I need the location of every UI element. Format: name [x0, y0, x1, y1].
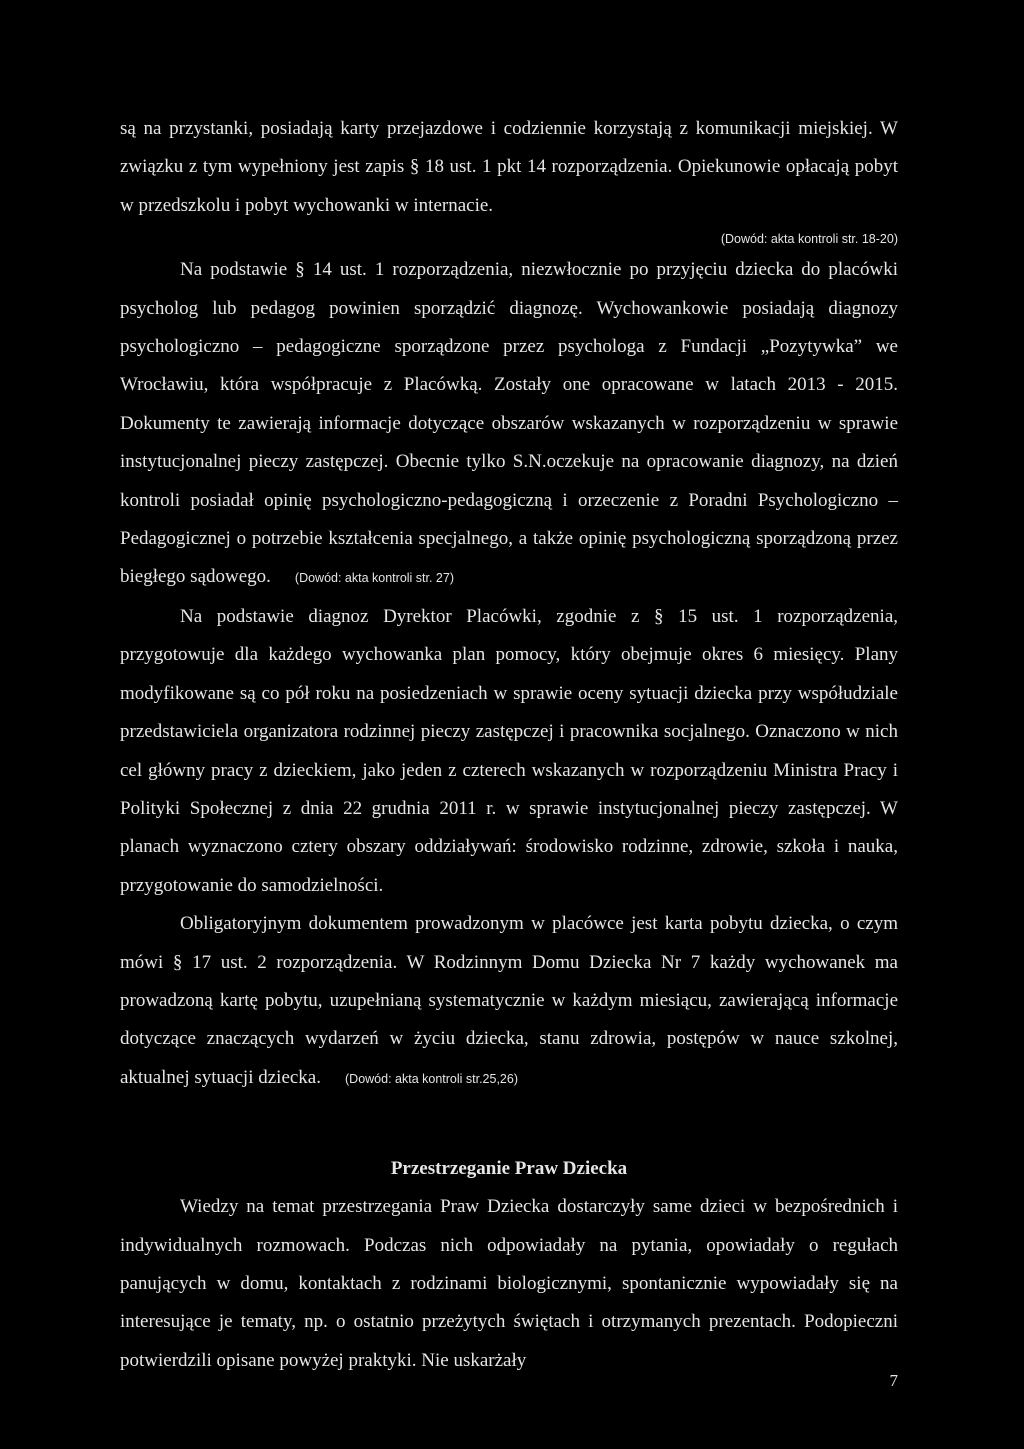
- page-number: 7: [889, 1371, 898, 1390]
- paragraph-diagnosis: [120, 251, 898, 598]
- paragraph-stay-card-text: Obligatoryjnym dokumentem prowadzonym w placówce jest karta pobytu dziecka, o czym mówi § 17 ust. 2 rozporządzenia. W Rodzinnym Domu Dziecka Nr 7 każdy wychowanek ma prowadzoną kartę pobytu, uzupełnianą systematycznie w każdym miesiącu, zawierającą informacje dotyczące znaczących wydarzeń w życiu dziecka, stanu zdrowia, postępów w nauce szkolnej, aktualnej sytuacji dziecka.: [120, 913, 898, 1088]
- evidence-citation: (Dowód: akta kontroli str. 18-20): [720, 232, 898, 247]
- paragraph-children-rights: Wiedzy na temat przestrzegania Praw Dziecka dostarczyły same dzieci w bezpośrednich i indywidualnych rozmowach. Podczas nich odpowiadały na pytania, opowiadały o regułach panujących w domu, kontaktach z rodzinami biologicznymi, spontanicznie wypowiadały się na interesujące je tematy, np. o ostatnio przeżytych świętach i otrzymanych prezentach. Podopieczni potwierdzili opisane powyżej praktyki. Nie uskarżały: [120, 1196, 898, 1371]
- paragraph-stay-card: [120, 905, 898, 1098]
- paragraph-help-plan: Na podstawie diagnoz Dyrektor Placówki, zgodnie z § 15 ust. 1 rozporządzenia, przygotowuje dla każdego wychowanka plan pomocy, który obejmuje okres 6 miesięcy. Plany modyfikowane są co pół roku na posiedzeniach w sprawie oceny sytuacji dziecka przy współudziale przedstawiciela organizatora rodzinnej pieczy zastępczej i pracownika socjalnego. Oznaczono w nich cel główny pracy z dzieckiem, jako jeden z czterech wskazanych w rozporządzeniu Ministra Pracy i Polityki Społecznej z dnia 22 grudnia 2011 r. w sprawie instytucjonalnej pieczy zastępczej. W planach wyznaczono cztery obszary oddziaływań: środowisko rodzinne, zdrowie, szkoła i nauka, przygotowanie do samodzielności.: [120, 605, 898, 896]
- document-page: [120, 110, 898, 1380]
- evidence-citation: (Dowód: akta kontroli str. 27): [294, 571, 455, 586]
- evidence-citation: (Dowód: akta kontroli str.25,26): [345, 1071, 518, 1086]
- paragraph-transport: są na przystanki, posiadają karty przejazdowe i codziennie korzystają z komunikacji miejskiej. W związku z tym wypełniony jest zapis § 18 ust. 1 pkt 14 rozporządzenia. Opiekunowie opłacają pobyt w przedszkolu i pobyt wychowanki w internacie.: [120, 118, 898, 216]
- paragraph-diagnosis-text: Na podstawie § 14 ust. 1 rozporządzenia, niezwłocznie po przyjęciu dziecka do placówki psycholog lub pedagog powinien sporządzić diagnozę. Wychowankowie posiadają diagnozy psychologiczno – pedagogiczne sporządzone przez psychologa z Fundacji „Pozytywka” we Wrocławiu, która współpracuje z Placówką. Zostały one opracowane w latach 2013 - 2015. Dokumenty te zawierają informacje dotyczące obszarów wskazanych w rozporządzeniu w sprawie instytucjonalnej pieczy zastępczej. Obecnie tylko S.N.oczekuje na opracowanie diagnozy, na dzień kontroli posiadał opinię psychologiczno-pedagogiczną i orzeczenie z Poradni Psychologiczno – Pedagogicznej o potrzebie kształcenia specjalnego, a także opinię psychologiczną sporządzoną przez biegłego sądowego.: [120, 259, 898, 588]
- section-heading: Przestrzeganie Praw Dziecka: [390, 1158, 628, 1180]
